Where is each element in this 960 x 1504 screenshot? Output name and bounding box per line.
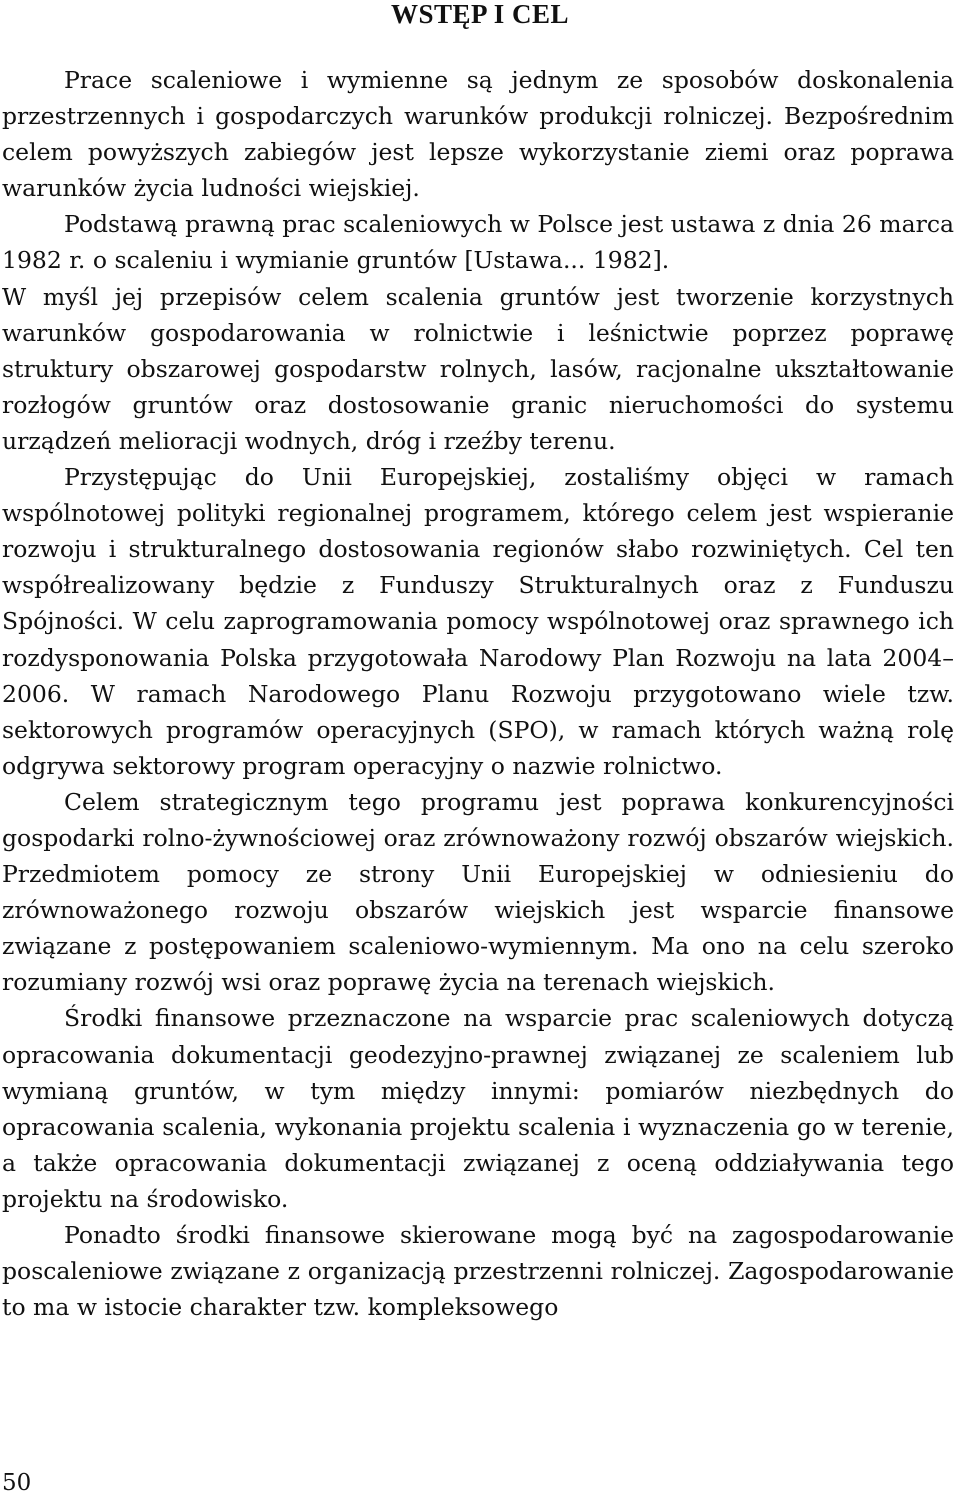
section-heading: WSTĘP I CEL	[390, 0, 570, 29]
page-number: 50	[2, 1470, 32, 1496]
paragraph: Podstawą prawną prac scaleniowych w Polsce jest ustawa z dnia 26 marca 1982 r. o scaleniu i wymianie gruntów [Ustawa... 1982].	[2, 210, 954, 275]
paragraph: W myśl jej przepisów celem scalenia gruntów jest tworzenie korzystnych warunków gospodarowania w rolnictwie i leśnictwie poprzez poprawę struktury obszarowej gospodarstw rolnych, lasów, racjonalne ukształtowanie rozłogów gruntów oraz dostosowanie granic nieruchomości do systemu urządzeń melioracji wodnych, dróg i rzeźby terenu.	[2, 282, 954, 455]
paragraph: Celem strategicznym tego programu jest poprawa konkurencyjności gospodarki rolno-żywnościowej oraz zrównoważony rozwój obszarów wiejskich. Przedmiotem pomocy ze strony Unii Europejskiej w odniesieniu do zrównoważonego rozwoju obszarów wiejskich jest wsparcie finansowe związane z postępowaniem scaleniowo-wymiennym. Ma ono na celu szeroko rozumiany rozwój wsi oraz poprawę życia na terenach wiejskich.	[2, 787, 954, 997]
paragraph: Prace scaleniowe i wymienne są jednym ze sposobów doskonalenia przestrzennych i gospodarczych warunków produkcji rolniczej. Bezpośrednim celem powyższych zabiegów jest lepsze wykorzystanie ziemi oraz poprawa warunków życia ludności wiejskiej.	[2, 66, 954, 203]
paragraph: Środki finansowe przeznaczone na wsparcie prac scaleniowych dotyczą opracowania dokumentacji geodezyjno-prawnej związanej ze scaleniem lub wymianą gruntów, w tym między innymi: pomiarów niezbędnych do opracowania scalenia, wykonania projektu scalenia i wyznaczenia go w terenie, a także opracowania dokumentacji związanej z oceną oddziaływania tego projektu na środowisko.	[2, 1004, 954, 1213]
paragraph: Przystępując do Unii Europejskiej, zostaliśmy objęci w ramach wspólnotowej polityki regionalnej programem, którego celem jest wspieranie rozwoju i strukturalnego dostosowania regionów słabo rozwiniętych. Cel ten współrealizowany będzie z Funduszy Strukturalnych oraz z Funduszu Spójności. W celu zaprogramowania pomocy wspólnotowej oraz sprawnego ich rozdysponowania Polska przygotowała Narodowy Plan Rozwoju na lata 2004–2006. W ramach Narodowego Planu Rozwoju przygotowano wiele tzw. sektorowych programów operacyjnych (SPO), w ramach których ważną rolę odgrywa sektorowy program operacyjny o nazwie rolnictwo.	[2, 463, 954, 780]
body-text	[2, 62, 954, 1325]
paragraph: Ponadto środki finansowe skierowane mogą być na zagospodarowanie poscaleniowe związane z organizacją przestrzenni rolniczej. Zagospodarowanie to ma w istocie charakter tzw. kompleksowego	[2, 1221, 954, 1322]
